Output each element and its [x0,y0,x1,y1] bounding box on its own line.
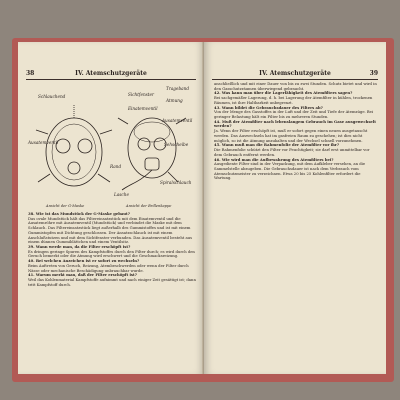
question: 38. Wie ist das Mundstück der G-Maske gebaut? [28,211,130,216]
qa-block [214,143,378,157]
mask-right-eyepiece-left [138,138,150,150]
question: 44. Muß der Atemfilter nach lebenslangem Gebrauch im Gase ausgewechselt werden? [214,118,376,129]
label-trageband: Trageband [166,86,190,91]
qa-block [28,273,196,287]
right-page [204,42,386,374]
label-ausatemventil-left: Ausatemventil [28,140,59,145]
qa-block [28,259,196,273]
qa-block [214,158,378,182]
qa-block [28,245,196,259]
left-page [18,42,204,374]
right-page-text [214,82,378,181]
answer: Ausgediente Filter sind in der Verpackung, mit dem Aufkleber versehen, an die Sammelstelle abzugeben. Die Gebrauchsdauer ist nach dem Verbrauch vom Atemschutzmeister zu verzeichnen. Etwa 20 bis 25 Kohlenfilter erfordert die Wartung. [214,162,366,181]
running-head: IV. Atemschutzgeräte [75,70,147,77]
page-number: 39 [369,70,378,77]
question: 43. Wann bildet die Gebrauchsdauer des Filters ab? [214,104,323,110]
answer: Beim Auftreten von Geruch, Reizung, Atembeschwerden oder wenn der Filter durch Nässe oder mechanische Beschädigung unbrauchbar wurde. [28,263,189,273]
caption-left: Ansicht der G-Maske [46,204,85,208]
mask-left-eyepiece-right [78,139,92,153]
answer: Das ovale Mundstück hält das Filtereinsatzstück mit dem Einatemventil und die Ausatemröhre mit Ausatemventil (Mundstück) und verbindet die Maske mit dem Schlauch. Das Filtereinsatzstück liegt außerhalb des Gummistoffes und ist mit einem Gummistopfen mit Dichtung geschlossen. Der Ansatzschlauch ist mit einem Anschlußstutzen und mit dem Sichtfenster verbunden. Das Ausatemventil besteht aus einem dünnen Gummiblättchen und einem Ventilsitz. [28,216,193,245]
label-lasche: Lasche [114,192,129,197]
label-ausatemventil-right: Ausatemventil [162,118,193,123]
mask-right-outline [128,118,176,178]
question: 42. Was kann man über die Lagerfähigkeit des Atemfilters sagen? [214,90,353,96]
mask-right-filter [145,158,159,170]
question: 40. Bei welchen Anzeichen ist er sofort zu wechseln? [28,258,140,264]
label-atmung: Atmung [166,98,183,103]
label-rand: Rand [110,164,122,169]
qa-block [214,91,378,105]
left-page-text [28,212,196,288]
answer: anschließlich und mit einer Dauer von bis zu zwei Stunden. Schutz bietet und wird in den Gasschutzräumen überwiegend gebraucht. [214,82,377,91]
question: 46. Wie wird man die Aufbewahrung des Atemfilters bei? [214,156,334,162]
label-einatemventil: Einatemventil [128,106,158,111]
question: 41. Warum merkt man, daß der Filter erschöpft ist? [28,272,137,278]
mask-right-hose [122,170,152,190]
label-sichtfenster: Sichtfenster [128,92,154,97]
label-spiralschlauch: Spiralschlauch [160,180,192,185]
question: 39. Wann werde man, da die Filter erschöpft ist? [28,244,131,250]
answer: Es dringen geringe Spuren des Kampfstoffes durch den Filter durch; es wird durch den Geruch bemerkt oder die Atmung wird erschwert und die Geschmacksreizung. [28,249,195,259]
page-number: 38 [26,70,35,77]
mask-left-valve [68,162,80,174]
question: 45. Wann muß man die Rahmenfolie der Atemfilter vor ihr? [214,142,340,148]
caption-right: Ansicht der Brillenkappe [126,204,172,208]
label-schlauchend: Schlauchend [38,94,66,99]
label-sehscheibe: Sehscheibe [164,142,189,147]
qa-block [214,106,378,120]
left-page-header [26,70,196,80]
mask-left-outline [46,118,102,186]
qa-block [214,120,378,144]
answer: Ja. Wenn der Filter erschöpft ist, muß er sofort gegen einen neuen ausgetauscht werden. Das Auswechseln hat im gasfreien Raum zu geschehen; ist dies nicht möglich, so ist die Atmung anzuhalten und der Wechsel schnell vorzunehmen. [214,129,368,143]
answer: Die Rahmenfolie schützt den Filter vor Feuchtigkeit; sie darf erst unmittelbar vor dem Gebrauch entfernt werden. [214,148,370,157]
running-head: IV. Atemschutzgeräte [259,70,331,77]
answer: Bei sachgemäßer Lagerung, d. h. bei Lagerung der Atemfilter in kühlen, trockenen Räumen, ist ihre Haltbarkeit unbegrenzt. [214,96,373,105]
gas-mask-figure [28,84,194,208]
qa-block [28,212,196,245]
answer: Weil das Kohlenmaterial Kampfstoffe aufnimmt und nach einiger Zeit gesättigt ist; dann tritt Kampfstoff durch. [28,278,196,287]
right-page-header [212,70,378,80]
answer: Von der Menge des Gasstoffes in der Luft und der Zeit und Tiefe der Atemzüge. Bei geringer Belastung hält ein Filter bis zu mehreren Stunden. [214,110,374,120]
